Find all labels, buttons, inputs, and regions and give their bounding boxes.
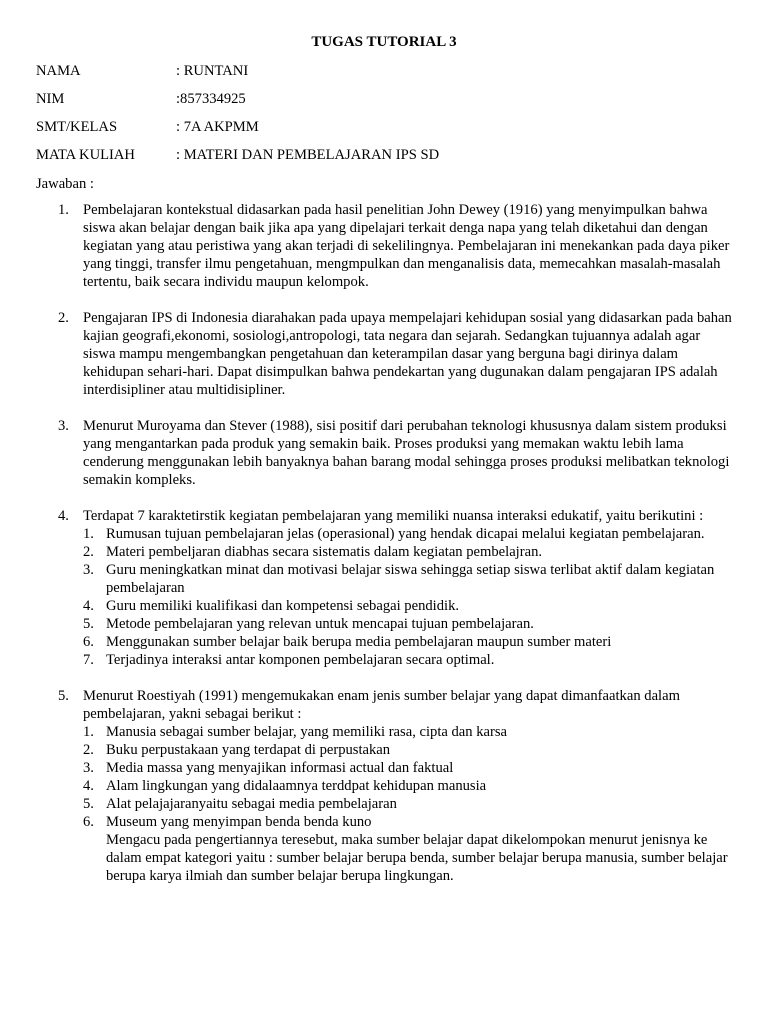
answer-number: 2. <box>58 310 69 326</box>
sub-list <box>83 525 732 669</box>
list-item <box>83 777 732 795</box>
list-text: Media massa yang menyajikan informasi actual dan faktual <box>106 760 454 776</box>
list-text: Manusia sebagai sumber belajar, yang memiliki rasa, cipta dan karsa <box>106 724 508 740</box>
identity-value: : 7A AKPMM <box>176 119 259 135</box>
list-number: 1. <box>83 526 94 542</box>
answer-text: Menurut Roestiyah (1991) mengemukakan enam jenis sumber belajar yang dapat dimanfaatkan dalam pembelajaran, yakni sebagai berikut : <box>83 688 680 722</box>
answer-item <box>36 201 732 291</box>
list-number: 2. <box>83 742 94 758</box>
answers-label: Jawaban : <box>36 176 94 192</box>
list-text: Guru meningkatkan minat dan motivasi belajar siswa sehingga setiap siswa terlibat aktif dalam kegiatan pembelajaran <box>106 562 715 596</box>
identity-row-nama <box>36 62 736 82</box>
identity-value: : MATERI DAN PEMBELAJARAN IPS SD <box>176 147 440 163</box>
list-text: Metode pembelajaran yang relevan untuk mencapai tujuan pembelajaran. <box>106 616 534 632</box>
identity-value: :857334925 <box>176 91 246 107</box>
answer-list <box>36 201 732 903</box>
list-number: 4. <box>83 778 94 794</box>
identity-label: NIM <box>36 91 65 107</box>
list-number: 6. <box>83 634 94 650</box>
list-number: 1. <box>83 724 94 740</box>
answer-text: Menurut Muroyama dan Stever (1988), sisi positif dari perubahan teknologi khususnya dalam sistem produksi yang mengantarkan pada produk yang semakin baik. Proses produksi yang memakan waktu lebih lama cenderung menggunakan lebih banyaknya bahan barang modal sehingga proses produksi melibatkan teknologi semakin kompleks. <box>83 418 730 488</box>
identity-row-mata-kuliah <box>36 146 736 166</box>
list-text: Menggunakan sumber belajar baik berupa media pembelajaran maupun sumber materi <box>106 634 612 650</box>
identity-value: : RUNTANI <box>176 63 249 79</box>
list-item <box>83 813 732 831</box>
identity-label: SMT/KELAS <box>36 119 118 135</box>
list-number: 5. <box>83 616 94 632</box>
answer-item <box>36 507 732 669</box>
answer-text: Pengajaran IPS di Indonesia diarahakan pada upaya mempelajari kehidupan sosial yang didasarkan pada bahan kajian geografi,ekonomi, sosiologi,antropologi, tata negara dan sejarah. Sedangkan tujuannya adalah agar siswa mampu mengembangkan pengetahuan dan keterampilan dasar yang berguna bagi dirinya dalam kehidupan sehari-hari. Dapat disimpulkan bahwa pendekartan yang dugunakan dalam pengajaran IPS adalah interdisipliner atau multidisipliner. <box>83 310 732 398</box>
list-number: 4. <box>83 598 94 614</box>
list-item <box>83 633 732 651</box>
answer-item <box>36 687 732 885</box>
list-item <box>83 597 732 615</box>
list-number: 6. <box>83 814 94 830</box>
list-item <box>83 543 732 561</box>
list-text: Buku perpustakaan yang terdapat di perpustakan <box>106 742 391 758</box>
sub-list <box>83 723 732 831</box>
answer-number: 3. <box>58 418 69 434</box>
answer-item <box>36 417 732 489</box>
document-title: TUGAS TUTORIAL 3 <box>311 34 457 50</box>
identity-label: MATA KULIAH <box>36 147 135 163</box>
list-text: Alat pelajajaranyaitu sebagai media pembelajaran <box>106 796 397 812</box>
identity-row-smt-kelas <box>36 118 736 138</box>
list-text: Materi pembeljaran diabhas secara sistematis dalam kegiatan pembelajran. <box>106 544 543 560</box>
answer-number: 4. <box>58 508 69 524</box>
list-text: Alam lingkungan yang didalaamnya terddpat kehidupan manusia <box>106 778 487 794</box>
answer-item <box>36 309 732 399</box>
list-item <box>83 651 732 669</box>
list-item <box>83 759 732 777</box>
list-item <box>83 525 732 543</box>
list-item <box>83 741 732 759</box>
list-number: 7. <box>83 652 94 668</box>
answer-text: Terdapat 7 karaktetirstik kegiatan pembelajaran yang memiliki nuansa interaksi edukatif, yaitu berikutini : <box>83 508 704 524</box>
list-number: 5. <box>83 796 94 812</box>
list-item <box>83 723 732 741</box>
list-item <box>83 615 732 633</box>
list-text: Guru memiliki kualifikasi dan kompetensi sebagai pendidik. <box>106 598 460 614</box>
identity-row-nim <box>36 90 736 110</box>
list-text: Terjadinya interaksi antar komponen pembelajaran secara optimal. <box>106 652 495 668</box>
list-item <box>83 795 732 813</box>
list-text: Rumusan tujuan pembelajaran jelas (operasional) yang hendak dicapai melalui kegiatan pembelajaran. <box>106 526 705 542</box>
list-item <box>83 561 732 597</box>
list-number: 2. <box>83 544 94 560</box>
list-text: Museum yang menyimpan benda benda kuno <box>106 814 372 830</box>
answer-closing-text: Mengacu pada pengertiannya teresebut, maka sumber belajar dapat dikelompokan menurut jenisnya ke dalam empat kategori yaitu : sumber belajar berupa benda, sumber belajar berupa manusia, sumber belajar berupa karya ilmiah dan sumber belajar berupa lingkungan. <box>106 832 728 884</box>
answer-number: 1. <box>58 202 69 218</box>
list-number: 3. <box>83 760 94 776</box>
identity-label: NAMA <box>36 63 81 79</box>
list-number: 3. <box>83 562 94 578</box>
answer-number: 5. <box>58 688 69 704</box>
answer-text: Pembelajaran kontekstual didasarkan pada hasil penelitian John Dewey (1916) yang menyimpulkan bahwa siswa akan belajar dengan baik jika apa yang dipelajari terkait denga napa yang telah diketahui dan dengan kegiatan yang atau peristiwa yang akan terjadi di sekelilingnya. Pembelajaran ini menekankan pada daya piker yang tinggi, transfer ilmu pengetahuan, mengmpulkan dan menganalisis data, memecahkan masalah-masalah tertentu, baik secara individu maupun kelompok. <box>83 202 730 290</box>
